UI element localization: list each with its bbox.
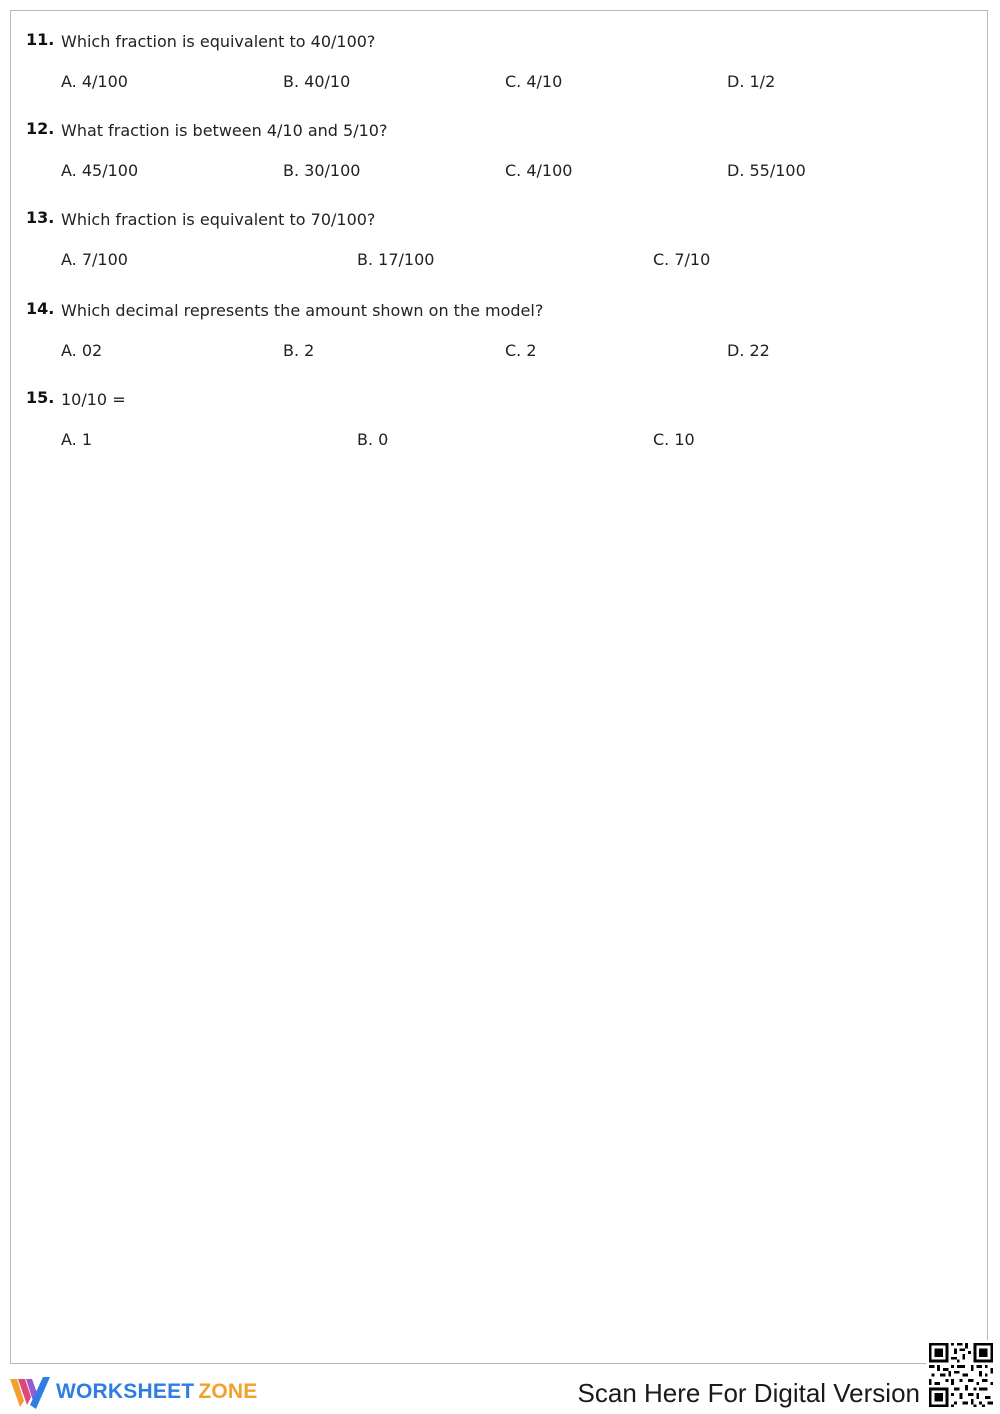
option-c[interactable]: C. 7/10	[653, 250, 711, 269]
question-number: 14.	[26, 299, 55, 318]
option-a[interactable]: A. 02	[61, 341, 103, 360]
question-header	[26, 208, 966, 232]
question-text: Which fraction is equivalent to 70/100?	[61, 210, 376, 229]
question-11	[26, 30, 966, 94]
option-c[interactable]: C. 4/100	[505, 161, 573, 180]
question-text: 10/10 =	[61, 390, 126, 409]
option-d[interactable]: D. 22	[727, 341, 770, 360]
brand-word-worksheet: WORKSHEET	[56, 1380, 195, 1403]
question-header	[26, 30, 966, 54]
option-c[interactable]: C. 10	[653, 430, 695, 449]
option-d[interactable]: D. 1/2	[727, 72, 776, 91]
brand-name	[56, 1380, 257, 1404]
question-text: Which fraction is equivalent to 40/100?	[61, 32, 376, 51]
option-d[interactable]: D. 55/100	[727, 161, 806, 180]
question-13	[26, 208, 966, 272]
question-header	[26, 119, 966, 143]
question-14	[26, 299, 966, 363]
option-a[interactable]: A. 4/100	[61, 72, 128, 91]
option-b[interactable]: B. 40/10	[283, 72, 351, 91]
option-a[interactable]: A. 1	[61, 430, 93, 449]
answer-options	[26, 70, 966, 94]
option-b[interactable]: B. 2	[283, 341, 315, 360]
question-text: Which decimal represents the amount shown on the model?	[61, 301, 544, 320]
question-number: 11.	[26, 30, 55, 49]
worksheetzone-logo[interactable]	[10, 1374, 257, 1410]
option-a[interactable]: A. 45/100	[61, 161, 139, 180]
option-b[interactable]: B. 30/100	[283, 161, 361, 180]
question-header	[26, 388, 966, 412]
question-number: 13.	[26, 208, 55, 227]
answer-options	[26, 159, 966, 183]
question-15	[26, 388, 966, 452]
option-a[interactable]: A. 7/100	[61, 250, 128, 269]
option-b[interactable]: B. 17/100	[357, 250, 435, 269]
answer-options	[26, 339, 966, 363]
brand-word-zone: ZONE	[198, 1380, 258, 1403]
option-c[interactable]: C. 2	[505, 341, 537, 360]
answer-options	[26, 428, 966, 452]
question-text: What fraction is between 4/10 and 5/10?	[61, 121, 388, 140]
answer-options	[26, 248, 966, 272]
question-number: 12.	[26, 119, 55, 138]
qr-code-icon[interactable]	[926, 1340, 996, 1410]
option-b[interactable]: B. 0	[357, 430, 389, 449]
scan-instruction: Scan Here For Digital Version	[577, 1378, 920, 1408]
question-header	[26, 299, 966, 323]
question-12	[26, 119, 966, 183]
worksheetzone-logo-icon	[10, 1375, 50, 1409]
question-number: 15.	[26, 388, 55, 407]
footer	[0, 1366, 1000, 1414]
option-c[interactable]: C. 4/10	[505, 72, 563, 91]
